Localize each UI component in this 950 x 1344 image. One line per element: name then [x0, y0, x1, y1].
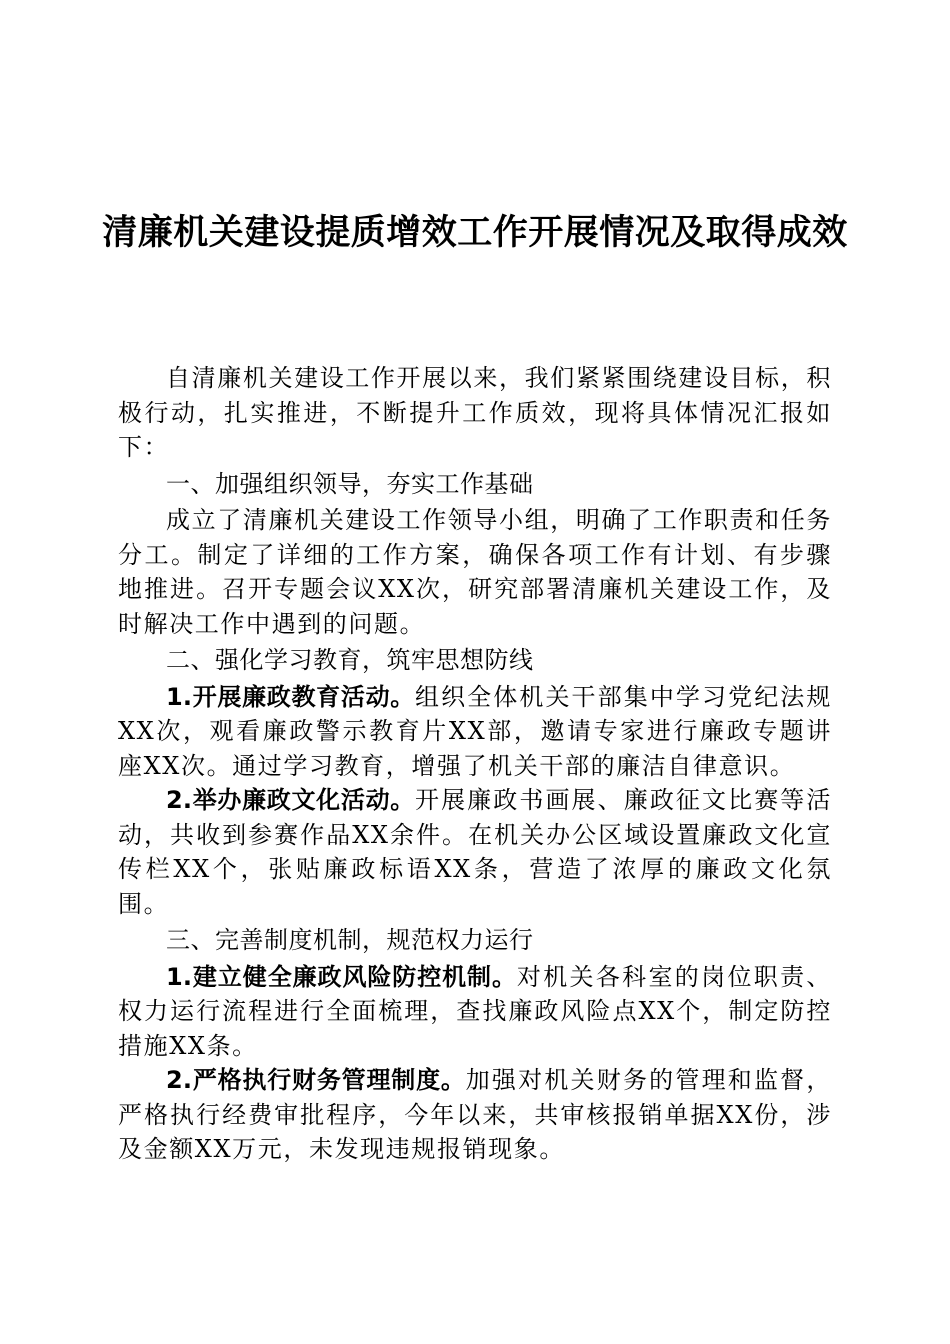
item-text: 组织全体机关干部集中学习党纪法规XX次，观看廉政警示教育片XX部，邀请专家进行廉政专题讲座XX次。通过学习教育，增强了机关干部的廉洁自律意识。: [118, 682, 832, 780]
item-text: 开展廉政书画展、廉政征文比赛等活动，共收到参赛作品XX余件。在机关办公区域设置廉政文化宣传栏XX个，张贴廉政标语XX条，营造了浓厚的廉政文化氛围。: [118, 786, 832, 918]
intro-paragraph: 自清廉机关建设工作开展以来，我们紧紧围绕建设目标，积极行动，扎实推进，不断提升工作质效，现将具体情况汇报如下：: [118, 364, 832, 461]
section-1-paragraph: 成立了清廉机关建设工作领导小组，明确了工作职责和任务分工。制定了详细的工作方案，确保各项工作有计划、有步骤地推进。召开专题会议XX次，研究部署清廉机关建设工作，及时解决工作中遇到的问题。: [118, 506, 832, 638]
item-lead: 1.开展廉政教育活动。: [166, 682, 415, 711]
item-lead: 2.严格执行财务管理制度。: [166, 1066, 466, 1094]
section-2-item-2: [118, 783, 832, 921]
item-lead: 2.举办廉政文化活动。: [166, 786, 415, 814]
section-3-item-1: [118, 960, 832, 1064]
section-2-item-1: [118, 680, 832, 784]
section-3-item-2: [118, 1063, 832, 1167]
section-heading-1: 一、加强组织领导，夯实工作基础: [166, 469, 534, 498]
document-body: [118, 361, 832, 1167]
item-lead: 1.建立健全廉政风险防控机制。: [166, 962, 517, 991]
item-text: 对机关各科室的岗位职责、权力运行流程进行全面梳理，查找廉政风险点XX个，制定防控措施XX条。: [118, 962, 832, 1060]
section-heading-2: 二、强化学习教育，筑牢思想防线: [166, 646, 534, 674]
document-title: 清廉机关建设提质增效工作开展情况及取得成效: [102, 212, 848, 254]
section-heading-3: 三、完善制度机制，规范权力运行: [166, 926, 534, 954]
item-text: 加强对机关财务的管理和监督，严格执行经费审批程序，今年以来，共审核报销单据XX份，涉及金额XX万元，未发现违规报销现象。: [118, 1066, 832, 1163]
